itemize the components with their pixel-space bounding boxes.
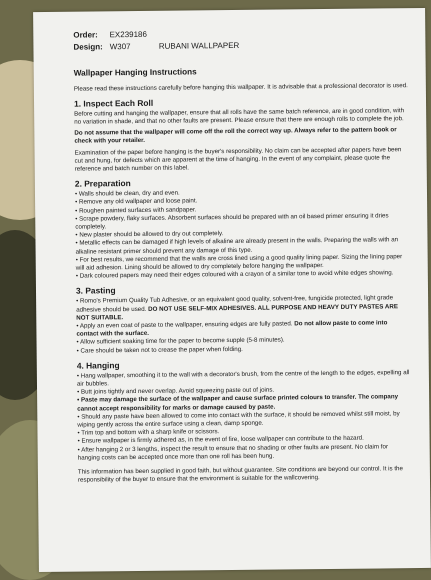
order-label: Order: <box>73 30 98 40</box>
item-text: • Romo's Premium Quality Tub Adhesive, or an equivalent good quality, solvent-free, fungicide protected, light grade adhesive should be used. <box>76 294 394 314</box>
list-item: • Paste may damage the surface of the wallpaper and cause surface printed colours to transfer. The company cannot accept responsibility for marks or damage caused by paste. <box>77 393 399 413</box>
list-item: • Metallic effects can be damaged if high levels of alkaline are already present in the walls. Preparing the walls with an alkaline resistant primer should prevent any damage of this type. <box>75 236 399 256</box>
list-item: • Walls should be clean, dry and even. <box>74 189 180 198</box>
design-line <box>73 39 407 55</box>
list-item: • Remove any old wallpaper and loose paint. <box>75 197 198 207</box>
paragraph: Examination of the paper before hanging is the buyer's responsibility. No claim can be accepted after papers have been cut and hung, for defects which are apparent at the time of hanging. In the event of any complaint, please quote the reference and batch number on this label. <box>74 145 402 173</box>
section-heading: 1. Inspect Each Roll <box>73 97 154 109</box>
order-number: EX239186 <box>109 29 147 40</box>
list-item: • After hanging 2 or 3 lengths, inspect the result to ensure that no shading or other faults are present. No claim for hanging costs can be accepted once more than one roll has been hung. <box>77 442 389 462</box>
warning-text: DO NOT USE SELF-MIX ADHESIVES. ALL PURPOSE AND HEAVY DUTY PASTES ARE NOT SUITABLE. <box>76 302 398 322</box>
intro-text: Please read these instructions carefully before hanging this wallpaper. It is advisable that a professional decorator is used. <box>73 81 408 93</box>
list-item: • Roughen painted surfaces with sandpaper. <box>75 206 197 215</box>
item-text: • Apply an even coat of paste to the wallpaper, ensuring edges are fully pasted. <box>76 320 293 330</box>
design-code: W307 <box>109 42 131 52</box>
sheet-content <box>73 26 412 488</box>
section-heading: 4. Hanging <box>76 359 120 371</box>
list-item: • Butt joins tightly and never overlap. Avoid squeezing paste out of joins. <box>77 386 275 396</box>
hanging-list <box>77 369 412 463</box>
design-label: Design: <box>73 42 103 53</box>
paragraph: Before cutting and hanging the wallpaper, ensure that all rolls have the same batch reference, are in good condition, with no variation in shade, and that no other faults are present. Please ensure that there are enough rolls to complete the job. <box>74 107 405 126</box>
list-item: • Hang wallpaper, smoothing it to the wall with a decorator's brush, from the centre of the length to the edges, expelling all air bubbles. <box>76 369 410 388</box>
section-heading: 3. Pasting <box>75 285 116 296</box>
warning-text: Do not allow paste to come into contact with the surface. <box>76 319 388 338</box>
list-item: • Ensure wallpaper is firmly adhered as, in the event of fire, loose wallpaper can contribute to the hazard. <box>77 434 364 445</box>
list-item: • Care should be taken not to crease the paper when folding. <box>76 345 243 355</box>
instruction-sheet <box>33 8 431 572</box>
document-title: Wallpaper Hanging Instructions <box>73 67 197 78</box>
warning-paragraph: Do not assume that the wallpaper will come off the roll the correct way up. Always refer to the pattern book or check with your retailer. <box>74 126 397 146</box>
list-item: • For best results, we recommend that the walls are cross lined using a good quality lining paper. Sizing the lining paper will aid adhesion. Lining should be allowed to dry completely before hanging the wallpaper. <box>75 253 403 272</box>
list-item: • Trim top and bottom with a sharp knife or scissors. <box>77 428 220 437</box>
list-item <box>76 295 410 323</box>
list-item: • Allow sufficient soaking time for the paper to become supple (5-8 minutes). <box>76 336 285 347</box>
list-item: • New plaster should be allowed to dry out completely. <box>75 230 224 239</box>
list-item: • Scrape powdery, flaky surfaces. Absorbent surfaces should be prepared with an oil based primer ensuring it dries completely. <box>75 212 389 231</box>
footer-disclaimer: This information has been supplied in good faith, but without guarantee. Site conditions are beyond our control. It is the responsibility of the buyer to ensure that the environment is suitable for the wallcovering. <box>77 465 403 484</box>
section-heading: 2. Preparation <box>74 178 131 189</box>
pasting-list <box>76 295 411 356</box>
list-item: • Dark coloured papers may need their edges coloured with a crayon of a similar tone to avoid white edges showing. <box>75 269 394 280</box>
preparation-list <box>75 187 410 281</box>
brand-name: RUBANI WALLPAPER <box>158 41 240 52</box>
list-item: • Should any paste have been allowed to come into contact with the surface, it should be removed whilst still moist, by wiping gently across the entire surface using a clean, damp sponge. <box>77 410 400 429</box>
